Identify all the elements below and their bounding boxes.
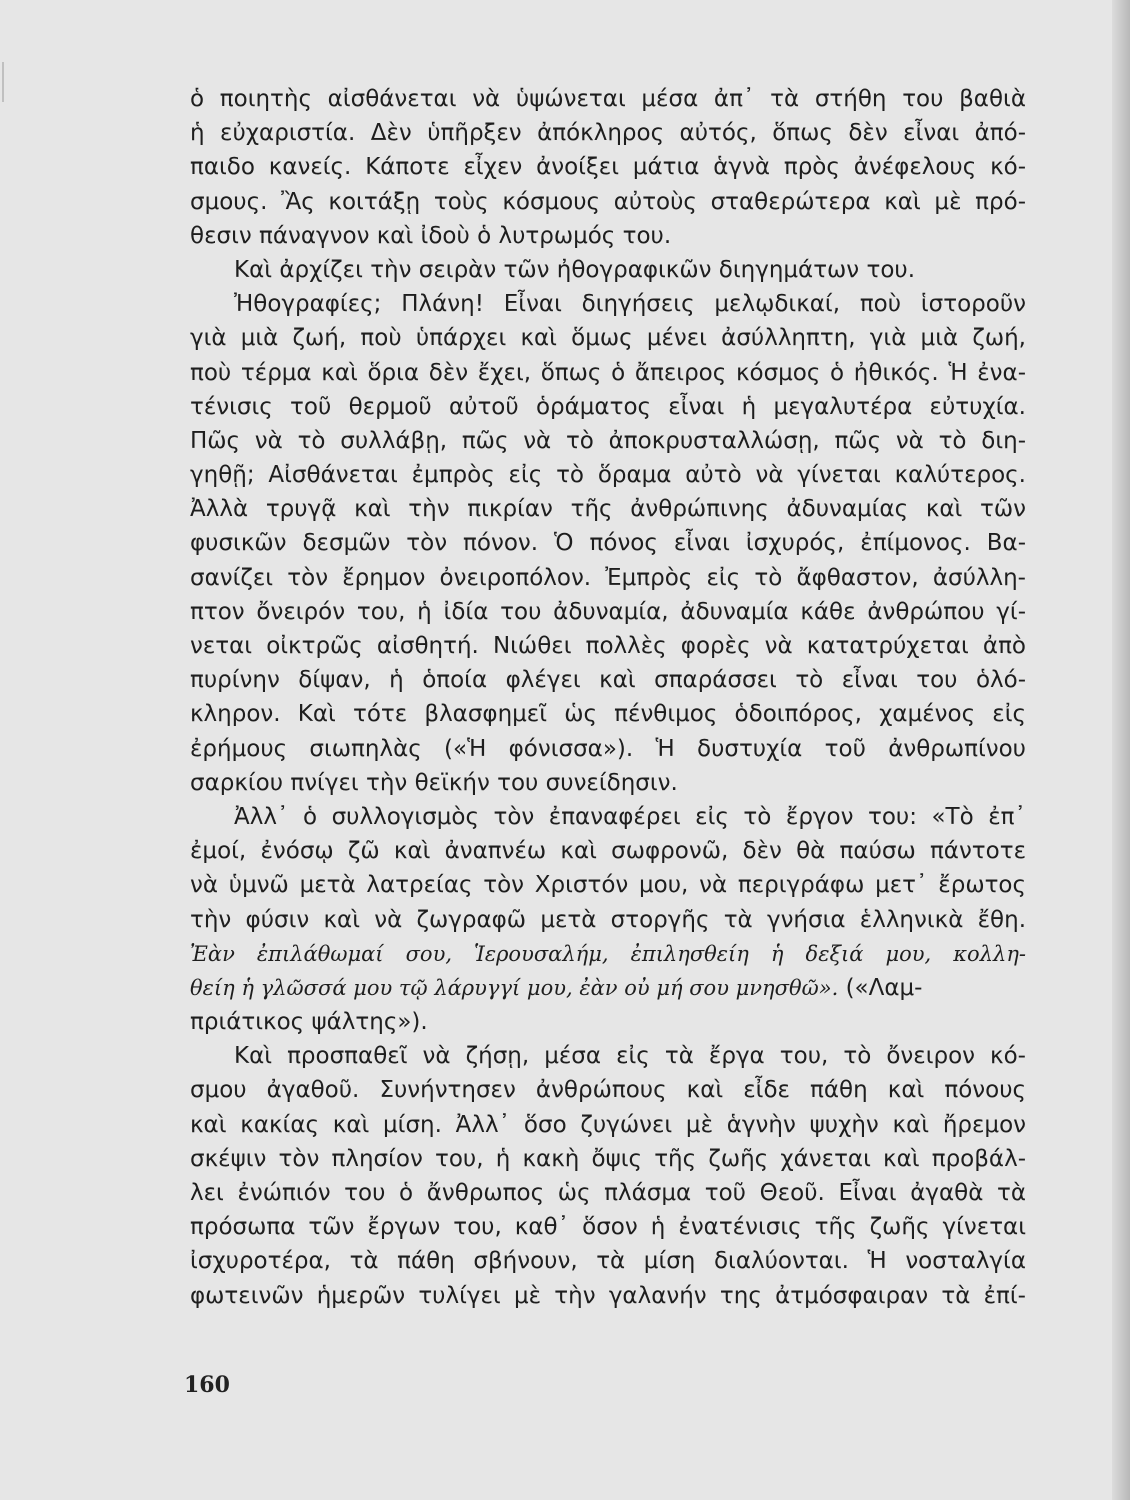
text-line: πυρίνην δίψαν, ἡ ὁποία φλέγει καὶ σπαράσσει τὸ εἶναι του ὁλό- — [190, 667, 1026, 694]
text-line: σμους. Ἂς κοιτάξῃ τοὺς κόσμους αὐτοὺς σταθερώτερα καὶ μὲ πρό- — [190, 188, 1026, 215]
text-line: γιὰ μιὰ ζωή, ποὺ ὑπάρχει καὶ ὅμως μένει ἀσύλληπτη, γιὰ μιὰ ζωή, — [190, 325, 1026, 352]
text-line: ἰσχυροτέρα, τὰ πάθη σβήνουν, τὰ μίση διαλύονται. Ἡ νοσταλγία — [190, 1248, 1026, 1275]
text-line: Καὶ προσπαθεῖ νὰ ζήσῃ, μέσα εἰς τὰ ἔργα του, τὸ ὄνειρον κό- — [234, 1043, 1026, 1070]
text-line: γηθῇ; Αἰσθάνεται ἐμπρὸς εἰς τὸ ὅραμα αὐτὸ νὰ γίνεται καλύτερος. — [190, 462, 1026, 489]
text-line: τὴν φύσιν καὶ νὰ ζωγραφῶ μετὰ στοργῆς τὰ γνήσια ἑλληνικὰ ἔθη. — [190, 906, 1026, 933]
quote-line: Ἐὰν ἐπιλάθωμαί σου, Ἱερουσαλήμ, ἐπιλησθείη ἡ δεξιά μου, κολλη- — [190, 941, 1026, 966]
text-line: νεται οἰκτρῶς αἰσθητή. Νιώθει πολλὲς φορὲς νὰ κατατρύχεται ἀπὸ — [190, 633, 1026, 659]
text-line: θεσιν πάναγνον καὶ ἰδοὺ ὁ λυτρωμός του. — [190, 222, 672, 249]
text-line: ὁ ποιητὴς αἰσθάνεται νὰ ὑψώνεται μέσα ἀπ᾽ τὰ στήθη του βαθιὰ — [190, 86, 1026, 112]
text-line: ἐρήμους σιωπηλὰς («Ἡ φόνισσα»). Ἡ δυστυχία τοῦ ἀνθρωπίνου — [190, 735, 1026, 762]
text-line: σκέψιν τὸν πλησίον του, ἡ κακὴ ὄψις τῆς ζωῆς χάνεται καὶ προβάλ- — [190, 1145, 1026, 1172]
text-line: Ἀλλὰ τρυγᾷ καὶ τὴν πικρίαν τῆς ἀνθρώπινης ἀδυναμίας καὶ τῶν — [190, 496, 1026, 523]
text-line: ἡ εὐχαριστία. Δὲν ὑπῆρξεν ἀπόκληρος αὐτός, ὅπως δὲν εἶναι ἀπό- — [190, 120, 1026, 147]
text-line: καὶ κακίας καὶ μίση. Ἀλλ᾽ ὅσο ζυγώνει μὲ ἁγνὴν ψυχὴν καὶ ἤρεμον — [190, 1111, 1026, 1138]
text-line: παιδο κανείς. Κάποτε εἶχεν ἀνοίξει μάτια ἁγνὰ πρὸς ἀνέφελους κό- — [190, 154, 1026, 181]
text-line: ἐμοί, ἐνόσῳ ζῶ καὶ ἀναπνέω καὶ σωφρονῶ, δὲν θὰ παύσω πάντοτε — [190, 838, 1026, 865]
text-line: λει ἐνώπιόν του ὁ ἄνθρωπος ὡς πλάσμα τοῦ Θεοῦ. Εἶναι ἀγαθὰ τὰ — [190, 1180, 1026, 1206]
body-text — [190, 82, 1026, 1313]
text-line: νὰ ὑμνῶ μετὰ λατρείας τὸν Χριστόν μου, νὰ περιγράφω μετ᾽ ἔρωτος — [190, 872, 1026, 899]
text-line: πρόσωπα τῶν ἔργων του, καθ᾽ ὅσον ἡ ἐνατένισις τῆς ζωῆς γίνεται — [190, 1214, 1026, 1241]
text-line: σανίζει τὸν ἔρημον ὀνειροπόλον. Ἐμπρὸς εἰς τὸ ἄφθαστον, ἀσύλλη- — [190, 564, 1026, 591]
text-line: πριάτικος ψάλτης»). — [190, 1009, 428, 1036]
text-line: Πῶς νὰ τὸ συλλάβῃ, πῶς νὰ τὸ ἀποκρυσταλλώσῃ, πῶς νὰ τὸ διη- — [190, 427, 1026, 454]
quote-text: θείη ἡ γλῶσσά μου τῷ λάρυγγί μου, ἐὰν οὐ μή σου μνησθῶ». — [190, 975, 839, 1000]
scan-mark — [2, 62, 4, 102]
text-line: κληρον. Καὶ τότε βλασφημεῖ ὡς πένθιμος ὁδοιπόρος, χαμένος εἰς — [190, 701, 1026, 728]
text-line: σαρκίου πνίγει τὴν θεϊκήν του συνείδησιν. — [190, 769, 678, 796]
text-line: Ἠθογραφίες; Πλάνη! Εἶναι διηγήσεις μελῳδικαί, ποὺ ἱστοροῦν — [234, 291, 1026, 318]
text-line: πτον ὄνειρόν του, ἡ ἰδία του ἀδυναμία, ἀδυναμία κάθε ἀνθρώπου γί- — [190, 598, 1026, 625]
page-number: 160 — [184, 1372, 230, 1398]
text-line: φωτεινῶν ἡμερῶν τυλίγει μὲ τὴν γαλανήν της ἀτμόσφαιραν τὰ ἐπί- — [190, 1282, 1026, 1309]
text-line: Ἀλλ᾽ ὁ συλλογισμὸς τὸν ἐπαναφέρει εἰς τὸ ἔργον του: «Τὸ ἐπ᾽ — [234, 803, 1026, 830]
page-edge-shadow — [1112, 0, 1130, 1500]
text-line: σμου ἀγαθοῦ. Συνήντησεν ἀνθρώπους καὶ εἶδε πάθη καὶ πόνους — [190, 1077, 1026, 1104]
quote-line — [190, 971, 1026, 1005]
text-line: Καὶ ἀρχίζει τὴν σειρὰν τῶν ἠθογραφικῶν διηγημάτων του. — [234, 256, 916, 283]
quote-source: («Λαμ- — [838, 974, 923, 1001]
text-line: τένισις τοῦ θερμοῦ αὐτοῦ ὁράματος εἶναι ἡ μεγαλυτέρα εὐτυχία. — [190, 393, 1026, 420]
text-line: ποὺ τέρμα καὶ ὅρια δὲν ἔχει, ὅπως ὁ ἄπειρος κόσμος ὁ ἠθικός. Ἡ ἐνα- — [190, 359, 1026, 386]
text-line: φυσικῶν δεσμῶν τὸν πόνον. Ὁ πόνος εἶναι ἰσχυρός, ἐπίμονος. Βα- — [190, 530, 1026, 557]
